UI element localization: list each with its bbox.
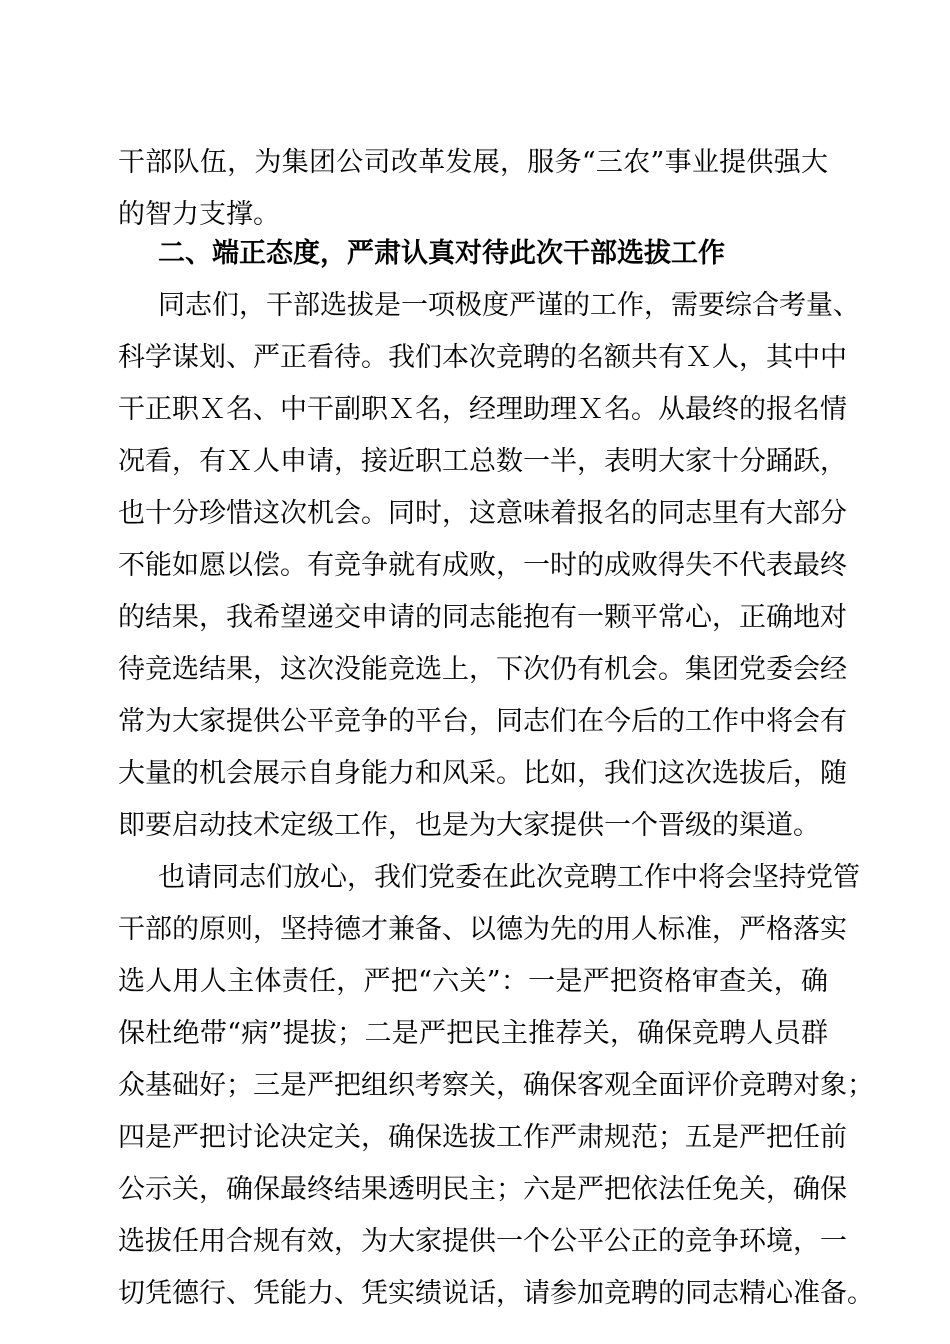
paragraph-line: 四是严把讨论决定关，确保选拔工作严肃规范；五是严把任前	[118, 1122, 847, 1153]
paragraph-line: 常为大家提供公平竞争的平台，同志们在今后的工作中将会有	[118, 706, 847, 737]
paragraph-3	[118, 852, 874, 1320]
paragraph-line: 即要启动技术定级工作，也是为大家提供一个晋级的渠道。	[118, 810, 820, 841]
paragraph-line: 也请同志们放心，我们党委在此次竞聘工作中将会坚持党管	[158, 862, 860, 893]
paragraph-2	[118, 280, 860, 852]
paragraph-line: 干部的原则，坚持德才兼备、以德为先的用人标准，严格落实	[118, 914, 847, 945]
paragraph-line: 选人用人主体责任，严把“六关”：一是严把资格审查关，确	[118, 966, 828, 997]
paragraph-line: 切凭德行、凭能力、凭实绩说话，请参加竞聘的同志精心准备。	[118, 1278, 874, 1309]
paragraph-1	[118, 137, 828, 241]
paragraph-line: 的结果，我希望递交申请的同志能抱有一颗平常心，正确地对	[118, 602, 847, 633]
paragraph-line: 的智力支撑。	[118, 199, 280, 230]
section-heading: 二、端正态度，严肃认真对待此次干部选拔工作	[158, 238, 725, 269]
paragraph-line: 不能如愿以偿。有竞争就有成败，一时的成败得失不代表最终	[118, 550, 847, 581]
paragraph-line: 待竞选结果，这次没能竞选上，下次仍有机会。集团党委会经	[118, 654, 847, 685]
paragraph-line: 干正职Ｘ名、中干副职Ｘ名，经理助理Ｘ名。从最终的报名情	[118, 394, 847, 425]
paragraph-line: 干部队伍，为集团公司改革发展，服务“三农”事业提供强大	[118, 147, 828, 178]
paragraph-line: 科学谋划、严正看待。我们本次竞聘的名额共有Ｘ人，其中中	[118, 342, 847, 373]
paragraph-line: 同志们，干部选拔是一项极度严谨的工作，需要综合考量、	[158, 290, 860, 321]
paragraph-line: 众基础好；三是严把组织考察关，确保客观全面评价竞聘对象；	[118, 1070, 874, 1101]
paragraph-line: 公示关，确保最终结果透明民主；六是严把依法任免关，确保	[118, 1174, 847, 1205]
paragraph-line: 大量的机会展示自身能力和风采。比如，我们这次选拔后，随	[118, 758, 847, 789]
paragraph-line: 选拔任用合规有效，为大家提供一个公平公正的竞争环境，一	[118, 1226, 847, 1257]
paragraph-line: 况看，有Ｘ人申请，接近职工总数一半，表明大家十分踊跃，	[118, 446, 847, 477]
paragraph-line: 保杜绝带“病”提拔；二是严把民主推荐关，确保竞聘人员群	[118, 1018, 828, 1049]
paragraph-line: 也十分珍惜这次机会。同时，这意味着报名的同志里有大部分	[118, 498, 847, 529]
section-heading-2	[118, 228, 828, 280]
